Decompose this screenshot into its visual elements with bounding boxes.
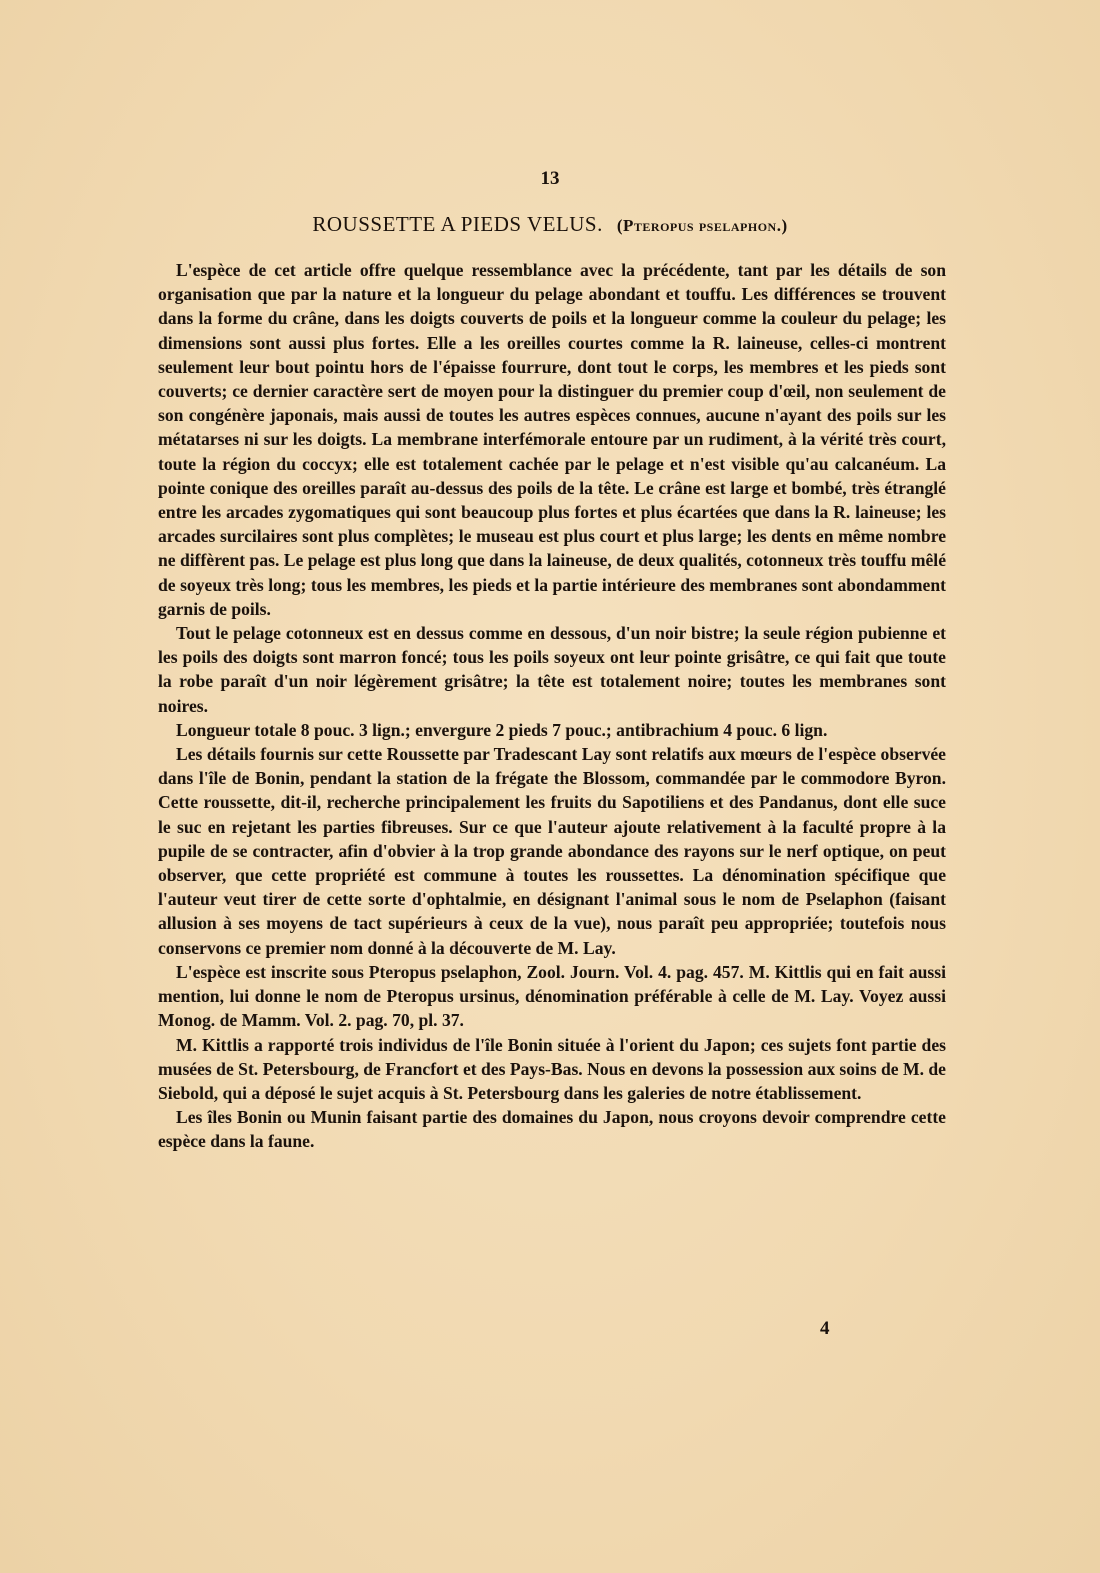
paragraph-measurements: Longueur totale 8 pouc. 3 lign.; envergure 2 pieds 7 pouc.; antibrachium 4 pouc. 6 lign. [176,719,828,740]
paragraph-coloration: Tout le pelage cotonneux est en dessus comme en dessous, d'un noir bistre; la seule région pubienne et les poils des doigts sont marron foncé; tous les poils soyeux ont leur pointe grisâtre, ce qui fait que toute la robe paraît d'un noir légèrement grisâtre; la tête est totalement noire; toutes les membranes sont noires. [158,623,946,716]
article-body [158,258,946,1154]
paragraph-references: L'espèce est inscrite sous Pteropus pselaphon, Zool. Journ. Vol. 4. pag. 457. M. Kittlis qui en fait aussi mention, lui donne le nom de Pteropus ursinus, dénomination préférable à celle de M. Lay. Voyez aussi Monog. de Mamm. Vol. 2. pag. 70, pl. 37. [158,961,946,1031]
signature-mark: 4 [820,1318,830,1339]
paragraph-habits: Les détails fournis sur cette Roussette par Tradescant Lay sont relatifs aux mœurs de l'espèce observée dans l'île de Bonin, pendant la station de la frégate the Blossom, commandée par le commodore Byron. Cette roussette, dit-il, recherche principalement les fruits du Sapotiliens et des Pandanus, dont elle suce le suc en rejetant les parties fibreuses. Sur ce que l'auteur ajoute relativement à la faculté propre à la pupile de se contracter, afin d'obvier à la trop grande abondance des rayons sur le nerf optique, on peut observer, que cette propriété est commune à toutes les roussettes. La dénomination spécifique que l'auteur veut tirer de cette sorte d'ophtalmie, en désignant l'animal sous le nom de Pselaphon (faisant allusion à ses moyens de tact supérieurs à ceux de la vue), nous paraît peu appropriée; toutefois nous conservons ce premier nom donné à la découverte de M. Lay. [158,744,946,958]
title-text: ROUSSETTE A PIEDS VELUS. [312,212,603,236]
paragraph-description: L'espèce de cet article offre quelque ressemblance avec la précédente, tant par les détails de son organisation que par la nature et la longueur du pelage abondant et touffu. Les différences se trouvent dans la forme du crâne, dans les doigts couverts de poils et la longueur comme la couleur du pelage; les dimensions sont aussi plus fortes. Elle a les oreilles courtes comme la R. laineuse, celles-ci montrent seulement leur bout pointu hors de l'épaisse fourrure, dont tout le corps, les membres et les pieds sont couverts; ce dernier caractère sert de moyen pour la distinguer du premier coup d'œil, non seulement de son congénère japonais, mais aussi de toutes les autres espèces connues, aucune n'ayant des poils sur les métatarses ni sur les doigts. La membrane interfémorale entoure par un rudiment, à la vérité très court, toute la région du coccyx; elle est totalement cachée par le pelage et n'est visible qu'au calcanéum. La pointe conique des oreilles paraît au-dessus des poils de la tête. Le crâne est large et bombé, très étranglé entre les arcades zygomatiques qui sont beaucoup plus fortes et plus écartées que dans la R. laineuse; les arcades surcilaires sont plus complètes; le museau est plus court et plus large; les dents en même nombre ne diffèrent pas. Le pelage est plus long que dans la laineuse, de deux qualités, cotonneux très touffu mêlé de soyeux très long; tous les membres, les pieds et la partie intérieure des membranes sont abondamment garnis de poils. [158,260,947,619]
scientific-name: (Pteropus pselaphon.) [616,216,788,235]
paragraph-distribution: Les îles Bonin ou Munin faisant partie des domaines du Japon, nous croyons devoir comprendre cette espèce dans la faune. [158,1107,946,1152]
article-title [0,212,1100,237]
page-number: 13 [540,168,560,189]
paragraph-specimens: M. Kittlis a rapporté trois individus de l'île Bonin située à l'orient du Japon; ces sujets font partie des musées de St. Petersbourg, de Francfort et des Pays-Bas. Nous en devons la possession aux soins de M. de Siebold, qui a déposé le sujet acquis à St. Petersbourg dans les galeries de notre établissement. [158,1034,946,1103]
